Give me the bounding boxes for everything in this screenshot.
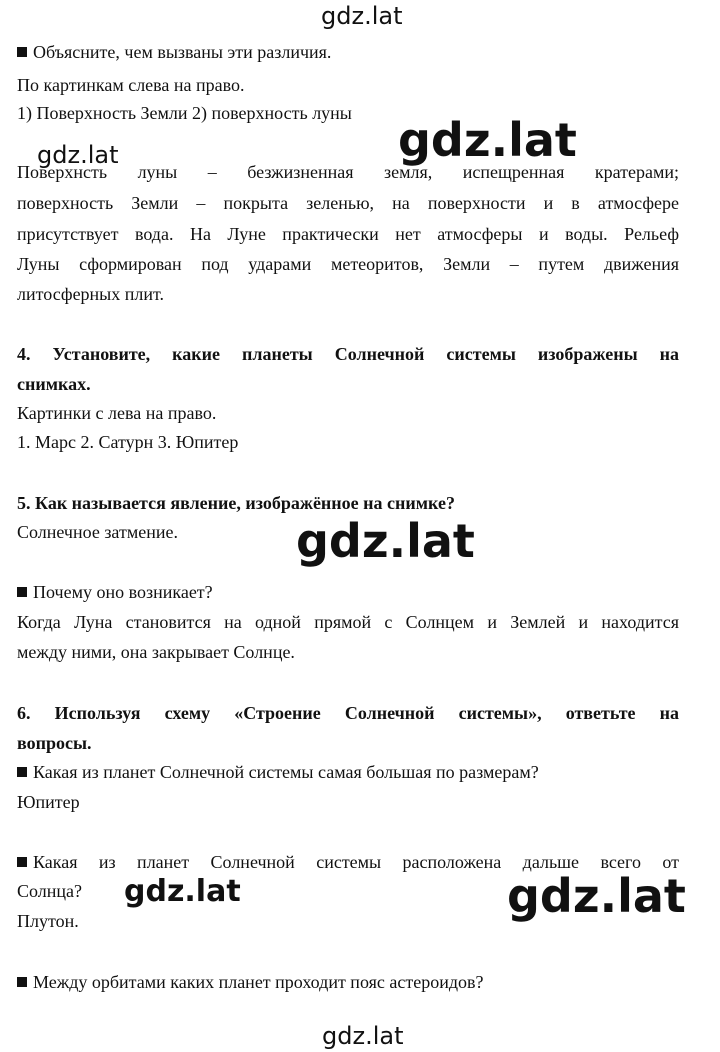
answer-line: Юпитер bbox=[17, 792, 80, 812]
question-line: Между орбитами каких планет проходит пояс астероидов? bbox=[17, 973, 483, 991]
bullet-square-icon bbox=[17, 857, 27, 867]
answer-line: Картинки с лева на право. bbox=[17, 403, 217, 423]
answer-line: 1. Марс 2. Сатурн 3. Юпитер bbox=[17, 432, 239, 452]
answer-line: Солнечное затмение. bbox=[17, 522, 178, 542]
question-heading: 6. Используя схему «Строение Солнечной системы», ответьте на bbox=[17, 703, 679, 723]
question-line: Какая из планет Солнечной системы самая большая по размерам? bbox=[17, 763, 539, 781]
answer-line: По картинкам слева на право. bbox=[17, 75, 245, 95]
watermark: gdz.lat bbox=[37, 141, 119, 169]
question-line: Какая из планет Солнечной системы расположена дальше всего от bbox=[17, 853, 679, 871]
question-line: Почему оно возникает? bbox=[17, 583, 213, 601]
answer-line: Когда Луна становится на одной прямой с Солнцем и Землей и находится bbox=[17, 612, 679, 632]
bullet-square-icon bbox=[17, 587, 27, 597]
question-heading: снимках. bbox=[17, 374, 91, 394]
bullet-square-icon bbox=[17, 767, 27, 777]
question-heading: вопросы. bbox=[17, 733, 92, 753]
watermark: gdz.lat bbox=[321, 2, 403, 30]
bullet-square-icon bbox=[17, 977, 27, 987]
paragraph-line: поверхность Земли – покрыта зеленью, на поверхности и в атмосфере bbox=[17, 193, 679, 213]
paragraph-line: присутствует вода. На Луне практически нет атмосферы и воды. Рельеф bbox=[17, 224, 679, 244]
answer-line: 1) Поверхность Земли 2) поверхность луны bbox=[17, 103, 352, 123]
question-line: Солнца? bbox=[17, 881, 82, 901]
paragraph-line: Поверхнсть луны – безжизненная земля, испещренная кратерами; bbox=[17, 162, 679, 182]
paragraph-line: литосферных плит. bbox=[17, 284, 165, 304]
watermark: gdz.lat bbox=[398, 113, 577, 167]
watermark: gdz.lat bbox=[296, 514, 475, 568]
question-heading: 4. Установите, какие планеты Солнечной системы изображены на bbox=[17, 344, 679, 364]
watermark: gdz.lat bbox=[507, 869, 686, 923]
watermark: gdz.lat bbox=[322, 1022, 404, 1050]
answer-line: Плутон. bbox=[17, 911, 79, 931]
watermark: gdz.lat bbox=[124, 874, 241, 909]
question-line: Объясните, чем вызваны эти различия. bbox=[17, 43, 331, 61]
question-heading: 5. Как называется явление, изображённое на снимке? bbox=[17, 493, 455, 513]
answer-line: между ними, она закрывает Солнце. bbox=[17, 642, 295, 662]
paragraph-line: Луны сформирован под ударами метеоритов, Земли – путем движения bbox=[17, 254, 679, 274]
bullet-square-icon bbox=[17, 47, 27, 57]
